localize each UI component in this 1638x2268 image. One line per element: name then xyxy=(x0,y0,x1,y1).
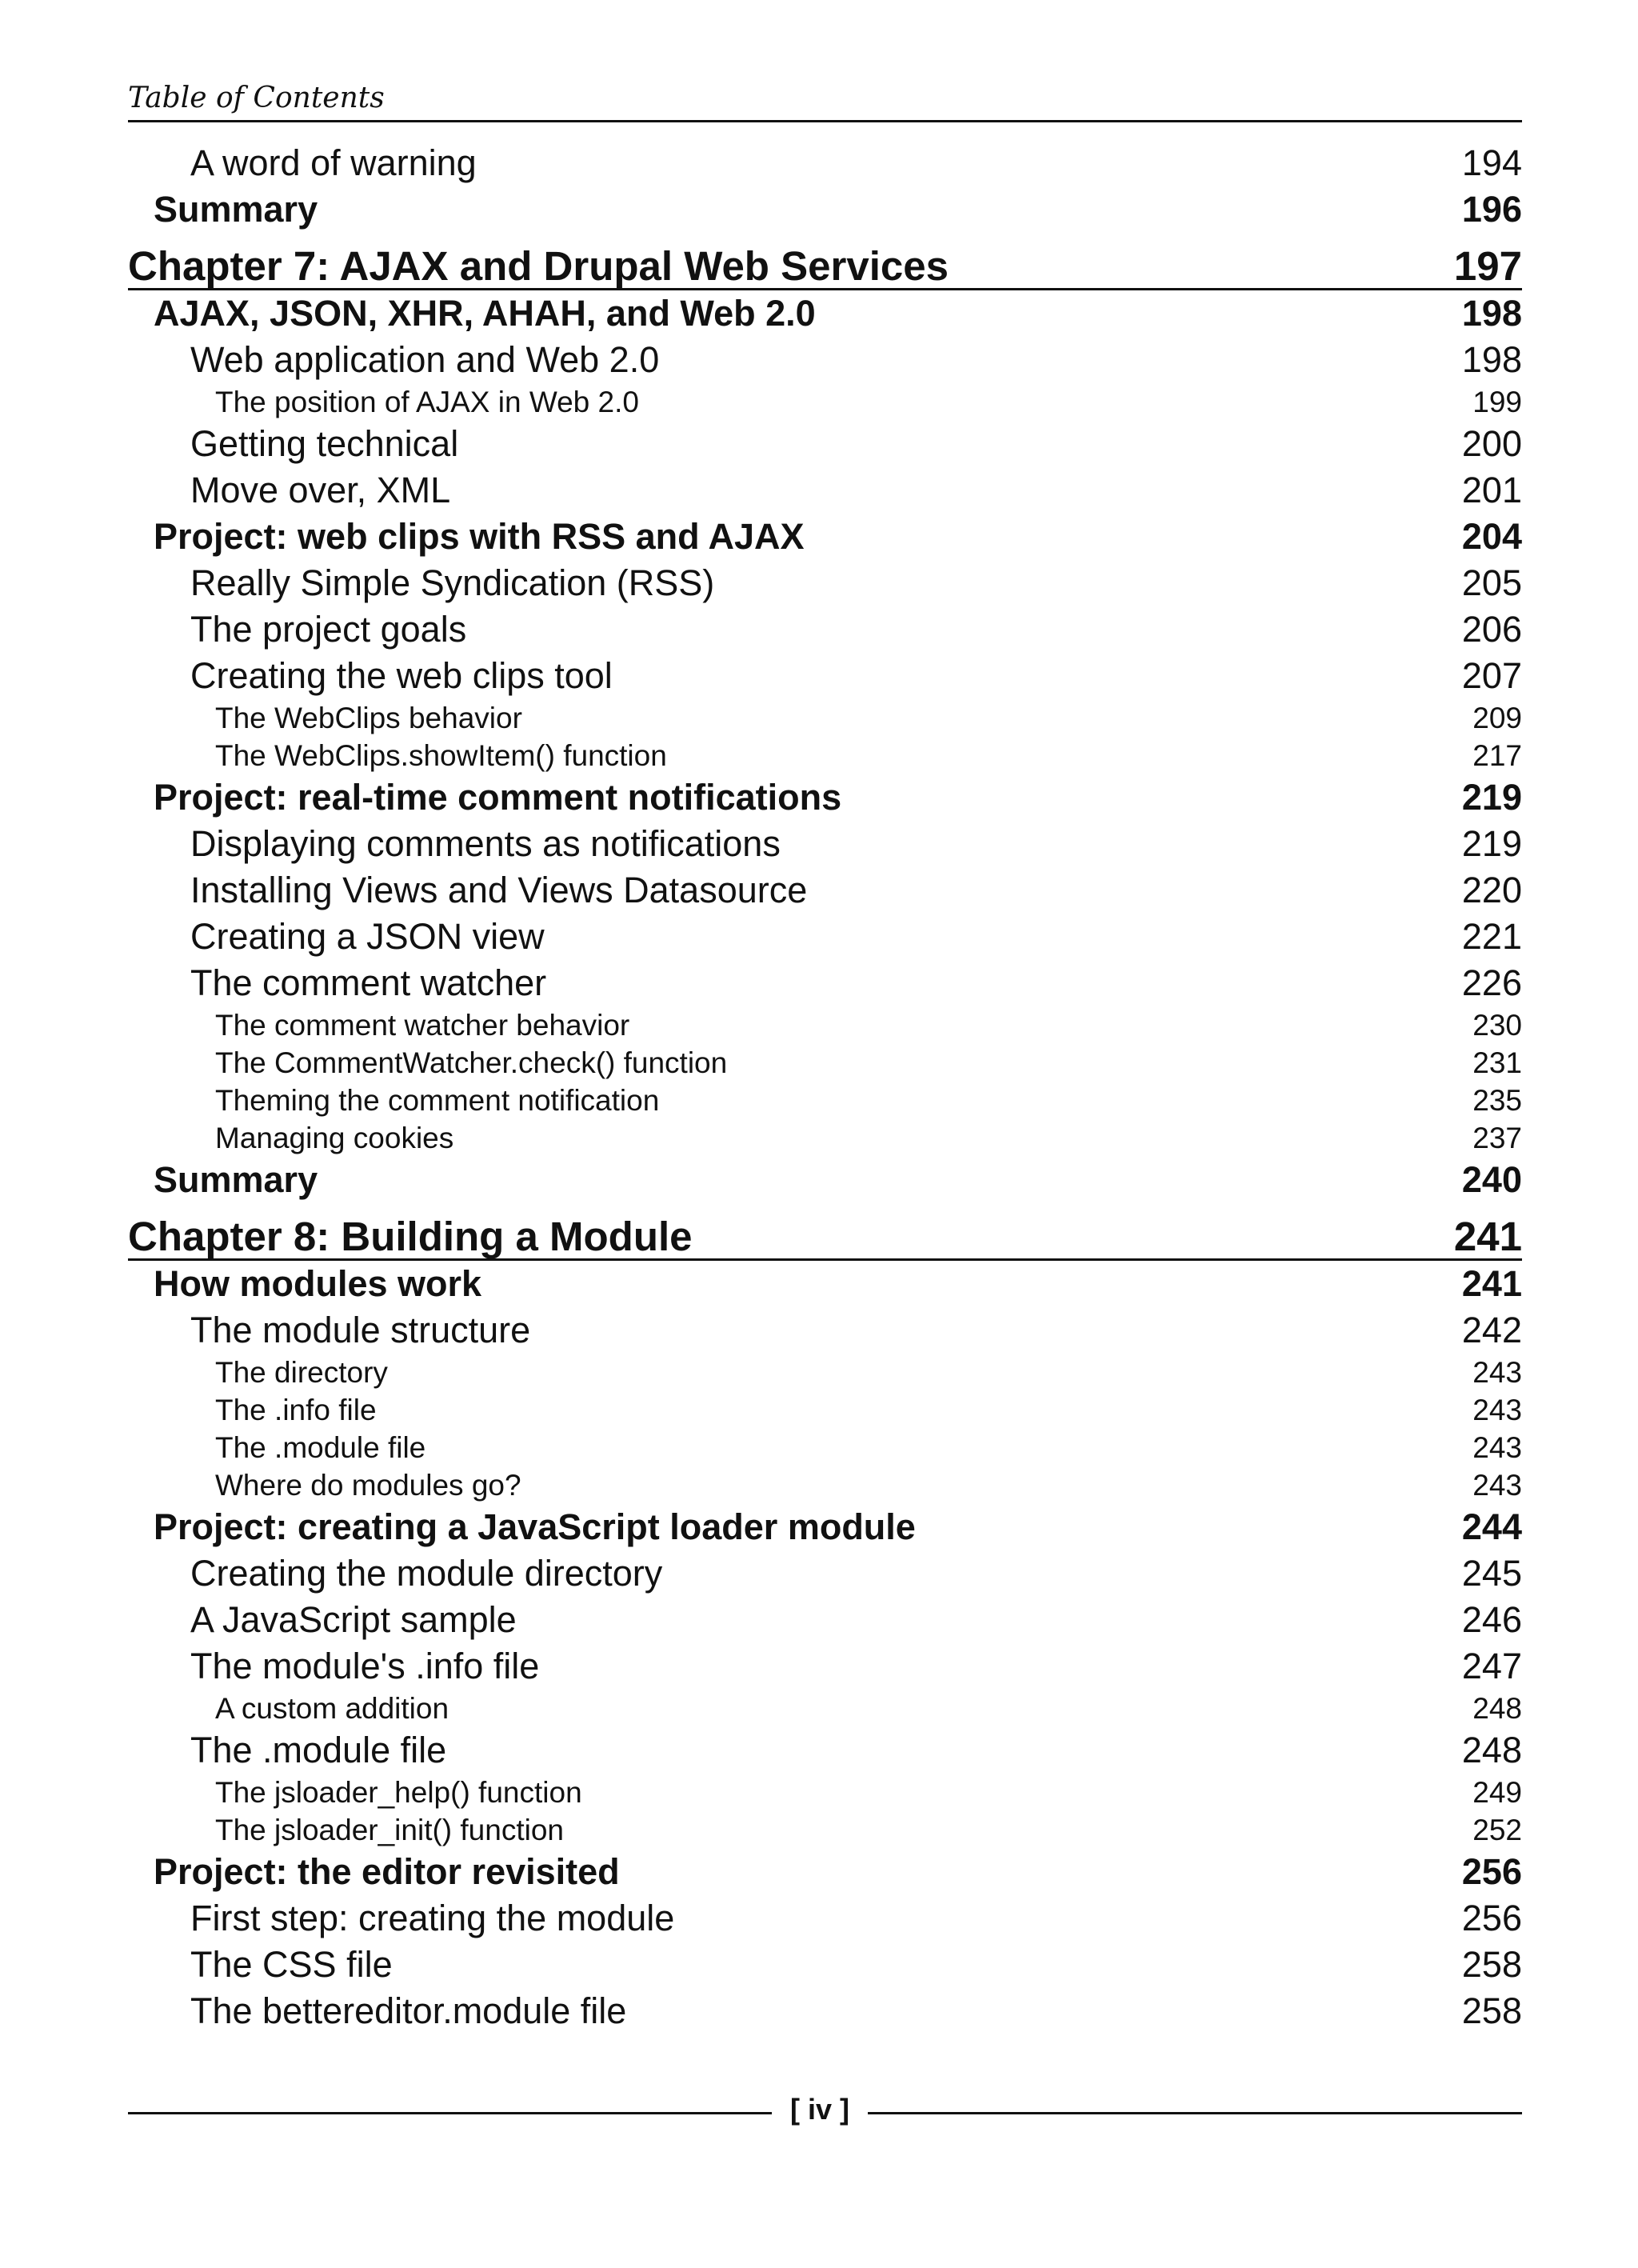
toc-entry[interactable] xyxy=(128,1988,1522,2034)
toc-entry-page-number: 258 xyxy=(1461,1990,1522,2031)
footer-rule-right xyxy=(868,2112,1522,2114)
toc-entry-page-number: 207 xyxy=(1461,655,1522,696)
toc-entry-page-number: 237 xyxy=(1472,1122,1522,1154)
toc-entry[interactable] xyxy=(128,1504,1522,1550)
toc-entry[interactable] xyxy=(128,914,1522,960)
toc-entry-title: AJAX, JSON, XHR, AHAH, and Web 2.0 xyxy=(154,293,816,334)
toc-entry-title: The WebClips behavior xyxy=(215,702,522,734)
toc-entry-page-number: 201 xyxy=(1461,470,1522,510)
page-number-label: [ iv ] xyxy=(789,2093,849,2126)
toc-entry-title: Project: the editor revisited xyxy=(154,1851,620,1892)
toc-entry-page-number: 258 xyxy=(1461,1944,1522,1985)
toc-entry-page-number: 243 xyxy=(1472,1394,1522,1426)
running-header xyxy=(128,78,1522,122)
toc-entry-page-number: 206 xyxy=(1461,609,1522,650)
toc-entry-title: The .module file xyxy=(215,1431,426,1464)
toc-entry[interactable] xyxy=(128,1942,1522,1988)
running-header-title: Table of Contents xyxy=(128,82,385,114)
toc-entry-page-number: 198 xyxy=(1461,339,1522,380)
toc-entry-page-number: 241 xyxy=(1461,1263,1522,1304)
toc-entry-page-number: 194 xyxy=(1461,142,1522,183)
table-of-contents xyxy=(128,140,1522,2034)
toc-entry[interactable] xyxy=(128,1157,1522,1203)
toc-entry-title: The comment watcher behavior xyxy=(215,1009,630,1042)
toc-entry-title: Creating the web clips tool xyxy=(190,655,613,696)
toc-entry-title: The .info file xyxy=(215,1394,377,1426)
toc-entry-title: Installing Views and Views Datasource xyxy=(190,870,808,910)
toc-entry[interactable] xyxy=(128,960,1522,1006)
toc-entry-title: Project: web clips with RSS and AJAX xyxy=(154,516,805,557)
toc-entry[interactable] xyxy=(128,821,1522,867)
toc-entry-page-number: 198 xyxy=(1461,293,1522,334)
toc-entry[interactable] xyxy=(128,1006,1522,1044)
toc-entry-page-number: 256 xyxy=(1461,1851,1522,1892)
toc-entry[interactable] xyxy=(128,1354,1522,1391)
toc-entry[interactable] xyxy=(128,514,1522,560)
toc-entry[interactable] xyxy=(128,383,1522,421)
toc-entry[interactable] xyxy=(128,1849,1522,1895)
toc-entry-page-number: 246 xyxy=(1461,1599,1522,1640)
toc-entry-page-number: 249 xyxy=(1472,1776,1522,1809)
toc-entry-title: The module structure xyxy=(190,1310,531,1350)
toc-entry[interactable] xyxy=(128,1895,1522,1942)
toc-entry[interactable] xyxy=(128,774,1522,821)
toc-entry-title: Creating a JSON view xyxy=(190,916,545,957)
toc-entry-page-number: 221 xyxy=(1461,916,1522,957)
toc-entry-page-number: 247 xyxy=(1461,1646,1522,1686)
toc-entry-page-number: 200 xyxy=(1461,423,1522,464)
toc-entry-page-number: 219 xyxy=(1461,777,1522,818)
toc-entry[interactable] xyxy=(128,699,1522,737)
toc-entry-title: The jsloader_help() function xyxy=(215,1776,582,1809)
toc-entry[interactable] xyxy=(128,1811,1522,1849)
toc-entry-title: Theming the comment notification xyxy=(215,1084,660,1117)
toc-entry[interactable] xyxy=(128,737,1522,774)
toc-entry[interactable] xyxy=(128,1643,1522,1690)
toc-entry-title: The bettereditor.module file xyxy=(190,1990,627,2031)
toc-entry-title: Chapter 7: AJAX and Drupal Web Services xyxy=(128,243,949,289)
toc-entry-page-number: 245 xyxy=(1461,1553,1522,1594)
toc-entry[interactable] xyxy=(128,1391,1522,1429)
toc-entry[interactable] xyxy=(128,337,1522,383)
toc-entry-title: Summary xyxy=(154,1159,318,1200)
toc-entry-page-number: 209 xyxy=(1472,702,1522,734)
toc-entry-page-number: 217 xyxy=(1472,739,1522,772)
toc-entry-page-number: 197 xyxy=(1453,243,1522,289)
toc-entry[interactable] xyxy=(128,1082,1522,1119)
toc-entry[interactable] xyxy=(128,606,1522,653)
toc-entry-title: Project: real-time comment notifications xyxy=(154,777,842,818)
toc-entry-page-number: 242 xyxy=(1461,1310,1522,1350)
toc-chapter-entry[interactable] xyxy=(128,242,1522,290)
toc-entry-page-number: 252 xyxy=(1472,1814,1522,1846)
toc-entry[interactable] xyxy=(128,140,1522,186)
toc-entry[interactable] xyxy=(128,1550,1522,1597)
toc-entry[interactable] xyxy=(128,1774,1522,1811)
toc-entry[interactable] xyxy=(128,290,1522,337)
toc-entry[interactable] xyxy=(128,1044,1522,1082)
toc-entry-title: Creating the module directory xyxy=(190,1553,663,1594)
toc-entry[interactable] xyxy=(128,1466,1522,1504)
toc-entry-title: Managing cookies xyxy=(215,1122,454,1154)
toc-entry[interactable] xyxy=(128,1690,1522,1727)
toc-entry-title: Where do modules go? xyxy=(215,1469,521,1502)
toc-entry-page-number: 231 xyxy=(1472,1046,1522,1079)
toc-entry-title: Move over, XML xyxy=(190,470,451,510)
toc-entry[interactable] xyxy=(128,1429,1522,1466)
toc-entry-title: The .module file xyxy=(190,1730,447,1770)
toc-entry-page-number: 235 xyxy=(1472,1084,1522,1117)
toc-entry-title: A word of warning xyxy=(190,142,477,183)
page-footer xyxy=(128,2088,1522,2136)
toc-entry-page-number: 241 xyxy=(1453,1214,1522,1259)
toc-entry[interactable] xyxy=(128,1307,1522,1354)
toc-entry[interactable] xyxy=(128,467,1522,514)
document-page xyxy=(128,0,1522,2268)
toc-entry-title: The comment watcher xyxy=(190,962,547,1003)
footer-rule-left xyxy=(128,2112,772,2114)
toc-entry-title: Summary xyxy=(154,189,318,230)
toc-entry-page-number: 243 xyxy=(1472,1431,1522,1464)
toc-entry-title: The CommentWatcher.check() function xyxy=(215,1046,728,1079)
toc-entry-title: How modules work xyxy=(154,1263,482,1304)
toc-entry-title: The directory xyxy=(215,1356,388,1389)
toc-entry-title: The jsloader_init() function xyxy=(215,1814,564,1846)
toc-entry[interactable] xyxy=(128,1597,1522,1643)
toc-entry-page-number: 230 xyxy=(1472,1009,1522,1042)
toc-entry-page-number: 243 xyxy=(1472,1469,1522,1502)
toc-entry-title: First step: creating the module xyxy=(190,1898,675,1938)
toc-entry-page-number: 244 xyxy=(1461,1506,1522,1547)
toc-entry-page-number: 256 xyxy=(1461,1898,1522,1938)
toc-chapter-entry[interactable] xyxy=(128,1213,1522,1261)
toc-entry-page-number: 204 xyxy=(1461,516,1522,557)
toc-entry[interactable] xyxy=(128,1119,1522,1157)
toc-entry-page-number: 205 xyxy=(1461,562,1522,603)
toc-entry-page-number: 243 xyxy=(1472,1356,1522,1389)
toc-entry-page-number: 199 xyxy=(1472,386,1522,418)
toc-entry-page-number: 196 xyxy=(1461,189,1522,230)
toc-entry-page-number: 220 xyxy=(1461,870,1522,910)
toc-entry[interactable] xyxy=(128,1261,1522,1307)
toc-entry[interactable] xyxy=(128,653,1522,699)
toc-entry-title: The WebClips.showItem() function xyxy=(215,739,667,772)
toc-entry-title: The position of AJAX in Web 2.0 xyxy=(215,386,639,418)
toc-entry-title: Displaying comments as notifications xyxy=(190,823,781,864)
toc-entry[interactable] xyxy=(128,186,1522,233)
toc-entry-title: A JavaScript sample xyxy=(190,1599,517,1640)
toc-entry[interactable] xyxy=(128,1727,1522,1774)
toc-entry-title: The CSS file xyxy=(190,1944,393,1985)
toc-entry-title: Web application and Web 2.0 xyxy=(190,339,660,380)
toc-entry-page-number: 240 xyxy=(1461,1159,1522,1200)
toc-entry-page-number: 219 xyxy=(1461,823,1522,864)
toc-entry[interactable] xyxy=(128,421,1522,467)
toc-entry-title: Project: creating a JavaScript loader module xyxy=(154,1506,916,1547)
toc-entry-title: Chapter 8: Building a Module xyxy=(128,1214,693,1259)
toc-entry-page-number: 248 xyxy=(1461,1730,1522,1770)
toc-entry[interactable] xyxy=(128,867,1522,914)
toc-entry-title: The module's .info file xyxy=(190,1646,540,1686)
toc-entry-title: The project goals xyxy=(190,609,467,650)
toc-entry-page-number: 226 xyxy=(1461,962,1522,1003)
toc-entry-title: Really Simple Syndication (RSS) xyxy=(190,562,715,603)
toc-entry-title: A custom addition xyxy=(215,1692,449,1725)
toc-entry-page-number: 248 xyxy=(1472,1692,1522,1725)
toc-entry[interactable] xyxy=(128,560,1522,606)
toc-entry-title: Getting technical xyxy=(190,423,459,464)
